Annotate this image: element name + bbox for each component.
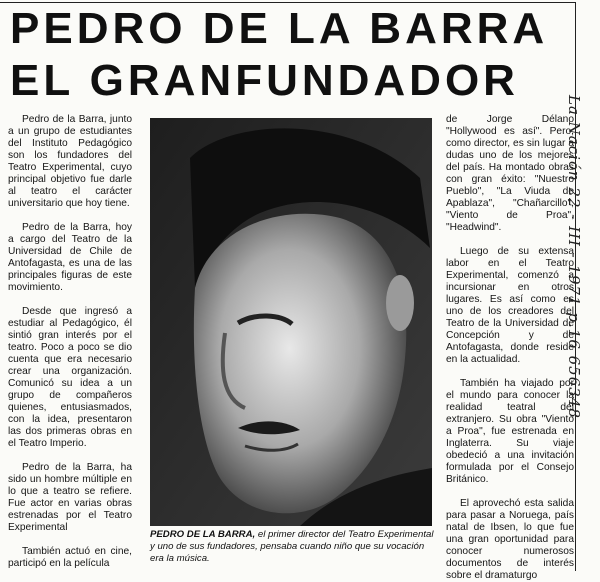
photo-caption	[150, 529, 436, 565]
portrait-illustration	[150, 118, 432, 526]
paragraph: Pedro de la Barra, hoy a cargo del Teatro de la Universidad de Chile de Antofagasta, es una de las principales figuras de este movimiento.	[8, 222, 132, 293]
paragraph: Pedro de la Barra, ha sido un hombre múltiple en lo que a teatro se refiere. Fue actor en varias obras estrenadas por el Teatro Experimental	[8, 462, 132, 533]
top-border	[0, 2, 576, 3]
paragraph: Luego de su extensa labor en el Teatro Experimental, comenzó a incursionar en otros lugares. Es así como es uno de los creadores del Teatro de la Universidad de Concepción y de Antofagasta, donde reside en la actualidad.	[446, 246, 574, 365]
paragraph: El aprovechó esta salida para pasar a Noruega, país natal de Ibsen, lo que fue una gran oportunidad para conocer numerosos documentos de interés sobre el dramaturgo	[446, 498, 574, 581]
headline-line-1: PEDRO DE LA BARRA	[10, 4, 549, 53]
portrait-photo	[150, 118, 432, 526]
paragraph: También actuó en cine, participó en la película	[8, 546, 132, 569]
article-column-right	[446, 114, 574, 581]
headline-line-2: EL GRANFUNDADOR	[10, 56, 519, 105]
caption-name: PEDRO DE LA BARRA,	[150, 529, 256, 540]
paragraph: de Jorge Délano "Hollywood es así". Pero, como director, es sin lugar a dudas uno de los mejores del país. Ha montado obras con gran éxito: "Nuestro Pueblo", "La Viuda de Apablaza", "Chañarcillo", "Viento de Proa", "Headwind".	[446, 114, 574, 233]
article-column-left	[8, 114, 132, 569]
paragraph: Pedro de la Barra, junto a un grupo de estudiantes del Instituto Pedagógico son los fundadores del Teatro Experimental, cuyo principal objetivo fue darle al teatro el carácter universitario que hoy tiene.	[8, 114, 132, 209]
paragraph: También ha viajado por el mundo para conocer la realidad teatral del extranjero. Su obra "Viento a Proa", fue estrenada en Inglaterra. Su viaje obedeció a una invitación formulada por el Consejo Británico.	[446, 378, 574, 485]
caption-text: el primer director del Teatro Experimental y uno de sus fundadores, pensaba cuando niño que su vocación era la música.	[150, 529, 434, 564]
paragraph: Desde que ingresó a estudiar al Pedagógico, él sintió gran interés por el teatro. Poco a poco se dio cuenta que era necesario crear una organización. Comunicó su idea a un grupo de compañeros quienes, entusiasmados, con la idea, presentaron las dos primeras obras en el Teatro Imperio.	[8, 306, 132, 449]
handwritten-annotation: La Nación 22 - III - 1971 p.16 656348	[565, 95, 583, 419]
